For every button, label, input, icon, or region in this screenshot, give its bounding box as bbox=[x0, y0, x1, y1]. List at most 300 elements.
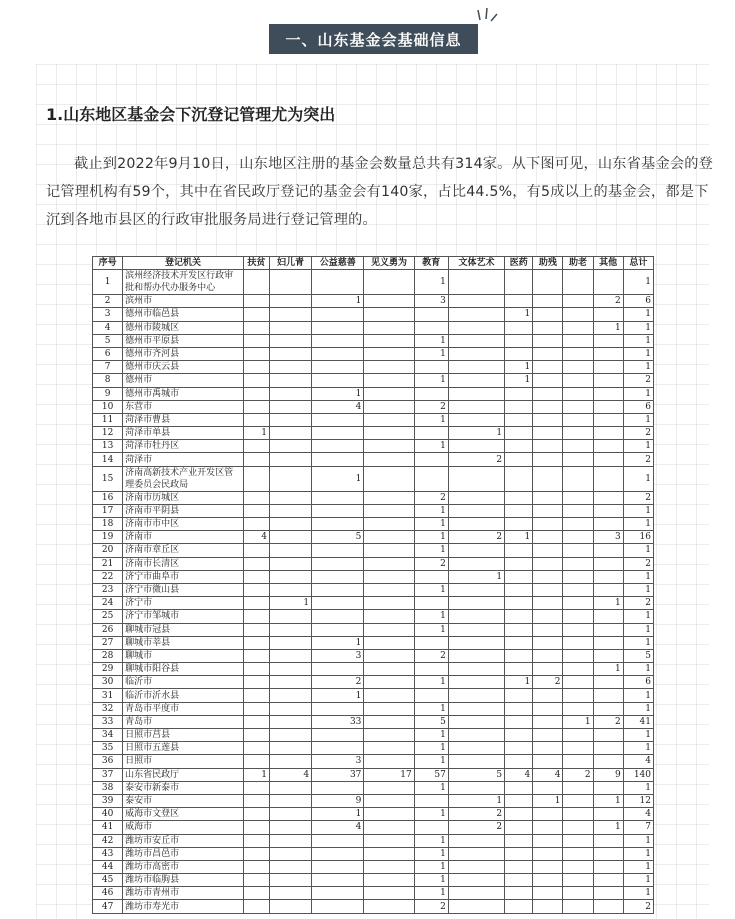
table-cell: 1 bbox=[593, 663, 623, 676]
table-cell bbox=[593, 518, 623, 531]
table-cell bbox=[364, 400, 414, 413]
table-cell bbox=[364, 874, 414, 887]
table-cell: 11 bbox=[93, 413, 123, 426]
table-cell bbox=[269, 504, 311, 517]
table-cell bbox=[593, 466, 623, 491]
table-row bbox=[93, 781, 654, 794]
table-cell bbox=[414, 663, 448, 676]
table-cell bbox=[269, 729, 311, 742]
table-row bbox=[93, 636, 654, 649]
table-cell: 10 bbox=[93, 400, 123, 413]
table-cell bbox=[505, 808, 533, 821]
table-row bbox=[93, 334, 654, 347]
table-cell: 泰安市新泰市 bbox=[123, 781, 244, 794]
table-cell: 2 bbox=[623, 900, 653, 913]
table-cell: 2 bbox=[448, 808, 504, 821]
table-cell bbox=[533, 755, 563, 768]
table-cell bbox=[243, 453, 269, 466]
table-cell bbox=[593, 440, 623, 453]
body-paragraph: 截止到2022年9月10日，山东地区注册的基金会数量总共有314家。从下图可见，山东省基金会的登记管理机构有59个，其中在省民政厅登记的基金会有140家，占比44.5%，有5成以上的基金会，都是下沉到各地市县区的行政审批服务局进行登记管理的。 bbox=[46, 156, 713, 228]
table-cell bbox=[364, 544, 414, 557]
table-cell bbox=[269, 794, 311, 807]
table-cell: 聊城市冠县 bbox=[123, 623, 244, 636]
table-cell: 4 bbox=[269, 768, 311, 781]
table-cell bbox=[364, 518, 414, 531]
table-cell bbox=[243, 834, 269, 847]
table-cell bbox=[414, 597, 448, 610]
table-cell: 1 bbox=[593, 794, 623, 807]
table-cell: 35 bbox=[93, 742, 123, 755]
table-cell bbox=[364, 361, 414, 374]
table-row bbox=[93, 531, 654, 544]
table-cell bbox=[593, 649, 623, 662]
table-cell bbox=[312, 742, 364, 755]
table-cell: 1 bbox=[623, 504, 653, 517]
table-cell: 12 bbox=[93, 427, 123, 440]
table-cell bbox=[269, 781, 311, 794]
table-cell: 济宁市微山县 bbox=[123, 583, 244, 596]
table-cell bbox=[364, 413, 414, 426]
table-cell bbox=[563, 860, 593, 873]
table-cell bbox=[269, 583, 311, 596]
table-cell: 潍坊市青州市 bbox=[123, 887, 244, 900]
table-cell bbox=[593, 347, 623, 360]
table-cell bbox=[563, 440, 593, 453]
table-cell: 43 bbox=[93, 847, 123, 860]
table-cell bbox=[533, 860, 563, 873]
table-cell bbox=[563, 518, 593, 531]
table-cell: 5 bbox=[623, 649, 653, 662]
table-cell bbox=[364, 636, 414, 649]
table-cell bbox=[448, 321, 504, 334]
table-cell bbox=[269, 557, 311, 570]
table-cell bbox=[448, 295, 504, 308]
table-cell bbox=[312, 491, 364, 504]
table-cell bbox=[505, 834, 533, 847]
table-cell: 18 bbox=[93, 518, 123, 531]
table-cell: 2 bbox=[563, 768, 593, 781]
table-cell bbox=[243, 583, 269, 596]
table-cell: 潍坊市安丘市 bbox=[123, 834, 244, 847]
table-cell bbox=[243, 715, 269, 728]
table-cell bbox=[533, 742, 563, 755]
table-row bbox=[93, 466, 654, 491]
table-cell bbox=[505, 729, 533, 742]
table-cell bbox=[593, 570, 623, 583]
table-cell bbox=[448, 374, 504, 387]
table-cell bbox=[414, 453, 448, 466]
table-cell bbox=[312, 427, 364, 440]
table-cell: 41 bbox=[93, 821, 123, 834]
table-cell bbox=[448, 334, 504, 347]
table-row bbox=[93, 702, 654, 715]
table-cell: 山东省民政厅 bbox=[123, 768, 244, 781]
table-cell bbox=[364, 847, 414, 860]
table-cell bbox=[505, 794, 533, 807]
column-header: 扶贫 bbox=[243, 257, 269, 270]
table-cell bbox=[364, 715, 414, 728]
table-cell bbox=[505, 874, 533, 887]
table-cell bbox=[533, 387, 563, 400]
table-cell bbox=[593, 702, 623, 715]
table-row bbox=[93, 715, 654, 728]
table-cell: 1 bbox=[414, 440, 448, 453]
table-cell bbox=[364, 781, 414, 794]
table-cell bbox=[448, 491, 504, 504]
table-row bbox=[93, 610, 654, 623]
table-cell bbox=[533, 270, 563, 295]
table-cell bbox=[563, 808, 593, 821]
table-cell bbox=[448, 557, 504, 570]
table-cell bbox=[269, 466, 311, 491]
table-row bbox=[93, 570, 654, 583]
table-cell bbox=[448, 689, 504, 702]
table-cell: 2 bbox=[623, 557, 653, 570]
table-cell: 济南高新技术产业开发区管理委员会民政局 bbox=[123, 466, 244, 491]
table-cell: 菏泽市单县 bbox=[123, 427, 244, 440]
table-cell: 1 bbox=[623, 860, 653, 873]
table-cell bbox=[243, 308, 269, 321]
table-cell bbox=[533, 887, 563, 900]
table-cell bbox=[563, 900, 593, 913]
column-header: 助老 bbox=[563, 257, 593, 270]
table-cell: 46 bbox=[93, 887, 123, 900]
table-cell bbox=[563, 400, 593, 413]
table-cell bbox=[414, 387, 448, 400]
table-cell: 1 bbox=[414, 334, 448, 347]
table-cell bbox=[243, 374, 269, 387]
table-cell: 1 bbox=[243, 768, 269, 781]
table-cell bbox=[243, 887, 269, 900]
table-cell bbox=[563, 623, 593, 636]
table-cell bbox=[593, 808, 623, 821]
table-cell: 2 bbox=[414, 557, 448, 570]
table-cell: 1 bbox=[623, 874, 653, 887]
table-cell: 济宁市曲阜市 bbox=[123, 570, 244, 583]
table-row bbox=[93, 847, 654, 860]
table-cell: 1 bbox=[505, 361, 533, 374]
table-cell bbox=[533, 557, 563, 570]
table-cell bbox=[414, 570, 448, 583]
table-cell: 21 bbox=[93, 557, 123, 570]
table-cell bbox=[593, 308, 623, 321]
table-cell bbox=[533, 689, 563, 702]
table-cell bbox=[505, 544, 533, 557]
table-cell bbox=[243, 821, 269, 834]
table-cell bbox=[593, 334, 623, 347]
column-header: 医药 bbox=[505, 257, 533, 270]
table-cell bbox=[593, 400, 623, 413]
table-row bbox=[93, 900, 654, 913]
table-cell: 5 bbox=[93, 334, 123, 347]
table-cell bbox=[269, 321, 311, 334]
table-cell bbox=[533, 504, 563, 517]
table-cell: 25 bbox=[93, 610, 123, 623]
table-cell: 2 bbox=[448, 531, 504, 544]
table-cell: 42 bbox=[93, 834, 123, 847]
table-cell bbox=[505, 504, 533, 517]
table-cell bbox=[533, 544, 563, 557]
table-cell: 9 bbox=[312, 794, 364, 807]
table-cell bbox=[243, 808, 269, 821]
table-cell: 德州市临邑县 bbox=[123, 308, 244, 321]
table-cell bbox=[364, 887, 414, 900]
table-cell: 30 bbox=[93, 676, 123, 689]
table-cell bbox=[312, 860, 364, 873]
table-cell bbox=[312, 504, 364, 517]
table-cell bbox=[269, 347, 311, 360]
table-cell bbox=[269, 860, 311, 873]
table-cell bbox=[533, 570, 563, 583]
table-cell bbox=[533, 453, 563, 466]
table-cell: 1 bbox=[414, 808, 448, 821]
table-cell bbox=[448, 440, 504, 453]
table-cell bbox=[243, 794, 269, 807]
table-cell bbox=[364, 387, 414, 400]
table-cell bbox=[243, 623, 269, 636]
table-cell: 39 bbox=[93, 794, 123, 807]
table-cell: 4 bbox=[312, 821, 364, 834]
table-cell: 济南市历城区 bbox=[123, 491, 244, 504]
column-header: 文体艺术 bbox=[448, 257, 504, 270]
table-cell bbox=[364, 676, 414, 689]
table-cell: 1 bbox=[623, 570, 653, 583]
table-cell bbox=[269, 808, 311, 821]
table-cell: 青岛市 bbox=[123, 715, 244, 728]
table-cell bbox=[243, 440, 269, 453]
table-cell: 2 bbox=[623, 427, 653, 440]
table-cell bbox=[269, 676, 311, 689]
table-cell bbox=[533, 781, 563, 794]
table-cell bbox=[563, 847, 593, 860]
table-cell bbox=[563, 663, 593, 676]
table-cell bbox=[563, 781, 593, 794]
table-cell bbox=[243, 387, 269, 400]
table-cell bbox=[364, 321, 414, 334]
table-cell: 1 bbox=[414, 610, 448, 623]
table-cell bbox=[448, 900, 504, 913]
table-cell bbox=[312, 729, 364, 742]
table-cell bbox=[533, 808, 563, 821]
table-cell: 33 bbox=[312, 715, 364, 728]
table-cell bbox=[269, 491, 311, 504]
table-cell bbox=[593, 636, 623, 649]
table-cell: 1 bbox=[243, 427, 269, 440]
table-cell bbox=[312, 413, 364, 426]
table-cell bbox=[243, 557, 269, 570]
table-cell bbox=[533, 702, 563, 715]
table-cell: 3 bbox=[312, 755, 364, 768]
table-cell: 6 bbox=[623, 676, 653, 689]
table-row bbox=[93, 860, 654, 873]
table-cell: 1 bbox=[623, 742, 653, 755]
table-cell bbox=[364, 347, 414, 360]
table-cell bbox=[312, 518, 364, 531]
table-row bbox=[93, 440, 654, 453]
table-cell: 1 bbox=[312, 295, 364, 308]
table-cell: 1 bbox=[623, 387, 653, 400]
table-cell bbox=[505, 427, 533, 440]
table-cell bbox=[448, 387, 504, 400]
table-cell: 德州市禹城市 bbox=[123, 387, 244, 400]
table-row bbox=[93, 270, 654, 295]
table-row bbox=[93, 649, 654, 662]
table-cell bbox=[563, 466, 593, 491]
table-cell bbox=[269, 361, 311, 374]
table-cell bbox=[414, 794, 448, 807]
table-cell bbox=[364, 440, 414, 453]
column-header: 登记机关 bbox=[123, 257, 244, 270]
table-cell: 日照市五莲县 bbox=[123, 742, 244, 755]
table-row bbox=[93, 834, 654, 847]
table-cell bbox=[312, 334, 364, 347]
table-cell bbox=[563, 544, 593, 557]
table-cell bbox=[269, 413, 311, 426]
table-cell bbox=[269, 374, 311, 387]
table-cell: 1 bbox=[414, 755, 448, 768]
table-cell bbox=[414, 361, 448, 374]
foundation-table-image bbox=[92, 256, 654, 919]
table-cell bbox=[533, 663, 563, 676]
table-cell bbox=[533, 374, 563, 387]
table-cell bbox=[243, 729, 269, 742]
table-cell: 菏泽市 bbox=[123, 453, 244, 466]
table-cell bbox=[533, 623, 563, 636]
table-cell bbox=[269, 427, 311, 440]
table-cell: 1 bbox=[414, 860, 448, 873]
table-cell bbox=[505, 518, 533, 531]
table-cell bbox=[563, 834, 593, 847]
table-cell bbox=[312, 374, 364, 387]
table-cell bbox=[448, 361, 504, 374]
table-cell: 2 bbox=[623, 453, 653, 466]
table-row bbox=[93, 387, 654, 400]
table-cell: 1 bbox=[269, 597, 311, 610]
column-header: 序号 bbox=[93, 257, 123, 270]
table-cell: 34 bbox=[93, 729, 123, 742]
table-cell bbox=[364, 491, 414, 504]
table-cell: 1 bbox=[414, 887, 448, 900]
table-cell bbox=[243, 610, 269, 623]
table-cell: 德州市齐河县 bbox=[123, 347, 244, 360]
table-cell bbox=[364, 610, 414, 623]
table-cell: 1 bbox=[448, 794, 504, 807]
table-cell: 2 bbox=[312, 676, 364, 689]
table-row bbox=[93, 583, 654, 596]
table-cell bbox=[593, 361, 623, 374]
table-cell bbox=[563, 702, 593, 715]
table-cell: 1 bbox=[414, 347, 448, 360]
table-row bbox=[93, 321, 654, 334]
table-cell bbox=[364, 531, 414, 544]
table-cell bbox=[243, 860, 269, 873]
table-cell: 东营市 bbox=[123, 400, 244, 413]
table-cell: 8 bbox=[93, 374, 123, 387]
table-cell bbox=[505, 453, 533, 466]
table-cell bbox=[505, 702, 533, 715]
table-cell bbox=[533, 518, 563, 531]
table-cell bbox=[593, 847, 623, 860]
table-cell bbox=[593, 742, 623, 755]
table-cell: 13 bbox=[93, 440, 123, 453]
table-cell bbox=[448, 715, 504, 728]
table-cell bbox=[505, 570, 533, 583]
table-cell bbox=[533, 491, 563, 504]
table-cell: 5 bbox=[414, 715, 448, 728]
table-cell bbox=[243, 689, 269, 702]
table-cell: 1 bbox=[623, 610, 653, 623]
table-cell bbox=[364, 557, 414, 570]
table-cell bbox=[505, 321, 533, 334]
table-cell: 1 bbox=[505, 308, 533, 321]
table-cell: 1 bbox=[505, 374, 533, 387]
table-cell bbox=[505, 755, 533, 768]
table-cell bbox=[312, 270, 364, 295]
table-cell: 1 bbox=[448, 570, 504, 583]
table-cell bbox=[505, 610, 533, 623]
table-cell bbox=[505, 781, 533, 794]
table-cell bbox=[563, 427, 593, 440]
table-cell: 2 bbox=[448, 821, 504, 834]
table-cell: 1 bbox=[623, 636, 653, 649]
table-cell bbox=[593, 676, 623, 689]
table-cell: 1 bbox=[623, 623, 653, 636]
table-cell: 1 bbox=[623, 781, 653, 794]
table-row bbox=[93, 413, 654, 426]
column-header: 其他 bbox=[593, 257, 623, 270]
table-cell: 1 bbox=[623, 887, 653, 900]
table-cell bbox=[269, 821, 311, 834]
table-cell bbox=[243, 334, 269, 347]
table-cell bbox=[243, 518, 269, 531]
table-cell bbox=[563, 649, 593, 662]
table-cell bbox=[243, 466, 269, 491]
table-row bbox=[93, 504, 654, 517]
table-row bbox=[93, 544, 654, 557]
table-cell bbox=[593, 874, 623, 887]
table-cell bbox=[533, 308, 563, 321]
table-cell: 4 bbox=[312, 400, 364, 413]
table-cell: 1 bbox=[623, 440, 653, 453]
table-cell bbox=[364, 270, 414, 295]
table-cell: 31 bbox=[93, 689, 123, 702]
table-row bbox=[93, 427, 654, 440]
table-cell bbox=[505, 742, 533, 755]
table-row bbox=[93, 557, 654, 570]
left-margin bbox=[0, 64, 36, 919]
table-cell: 23 bbox=[93, 583, 123, 596]
table-cell bbox=[533, 597, 563, 610]
table-cell bbox=[533, 874, 563, 887]
table-cell: 4 bbox=[505, 768, 533, 781]
table-cell: 济南市平阴县 bbox=[123, 504, 244, 517]
table-cell bbox=[414, 636, 448, 649]
table-cell bbox=[414, 821, 448, 834]
table-cell: 1 bbox=[623, 321, 653, 334]
table-cell: 1 bbox=[505, 531, 533, 544]
table-cell bbox=[312, 887, 364, 900]
table-cell: 1 bbox=[623, 466, 653, 491]
table-cell bbox=[563, 570, 593, 583]
table-cell: 19 bbox=[93, 531, 123, 544]
table-cell bbox=[243, 491, 269, 504]
table-cell bbox=[593, 887, 623, 900]
table-cell bbox=[243, 295, 269, 308]
table-cell: 2 bbox=[414, 649, 448, 662]
table-cell: 1 bbox=[593, 821, 623, 834]
table-cell: 1 bbox=[623, 583, 653, 596]
table-cell bbox=[505, 491, 533, 504]
